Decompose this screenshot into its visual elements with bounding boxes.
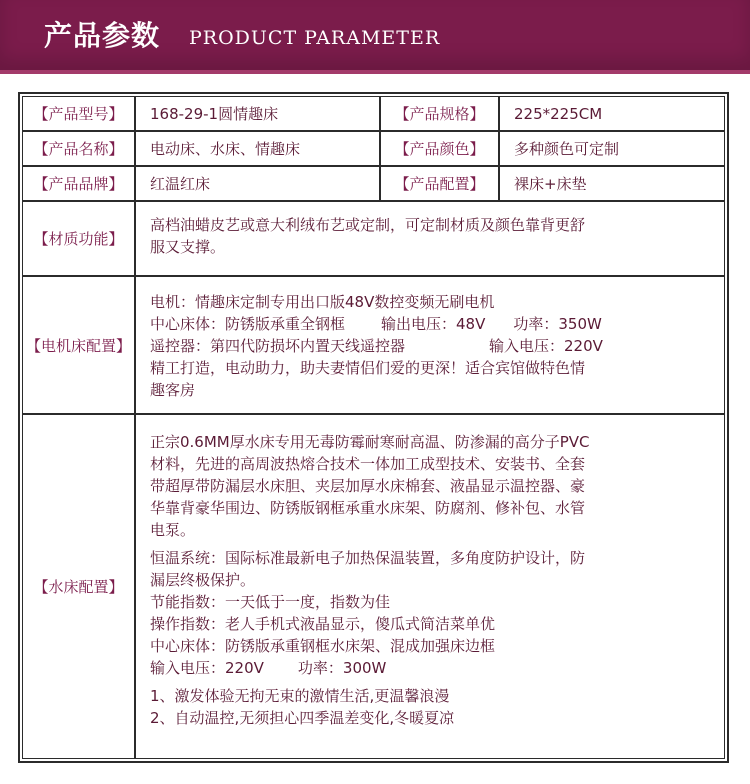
water-text [135,414,725,759]
motor-line: 精工打造，电动助力，助夫妻情侣们爱的更深！适合宾馆做特色情 [150,359,586,377]
water-line: 带超厚带防漏层水床胆、夹层加厚水床棉套、液晶显示温控器、豪 [150,477,586,495]
model-label: 【产品型号】 [22,96,135,131]
config-label: 【产品配置】 [380,166,499,201]
header-banner [0,0,750,74]
motor-text [135,276,725,414]
water-line: 节能指数：一天低于一度，指数为佳 [150,593,391,611]
material-line: 服又支撑。 [150,238,226,256]
motor-body: 中心床体：防锈版承重全钢框 [150,315,346,333]
color-value: 多种颜色可定制 [499,131,725,166]
color-label: 【产品颜色】 [380,131,499,166]
water-line: 操作指数：老人手机式液晶显示，傻瓜式简洁菜单优 [150,615,496,633]
water-power: 功率：300W [297,659,387,677]
motor-output-voltage: 输出电压：48V [381,315,486,333]
motor-remote: 遥控器：第四代防损坏内置天线遥控器 [150,337,406,355]
motor-line [150,335,710,357]
water-input-voltage: 输入电压：220V [150,659,264,677]
motor-line: 趣客房 [150,381,196,399]
brand-label: 【产品品牌】 [22,166,135,201]
water-line: 华靠背豪华围边、防锈版钢框承重水床架、防腐剂、修补包、水管 [150,499,586,517]
water-line: 漏层终极保护。 [150,571,256,589]
material-line: 高档油蜡皮艺或意大利绒布艺或定制，可定制材质及颜色靠背更舒 [150,216,586,234]
config-value: 裸床+床垫 [499,166,725,201]
page-title: 产品参数 [44,19,161,52]
brand-value: 红温红床 [135,166,380,201]
spec-label: 【产品规格】 [380,96,499,131]
name-label: 【产品名称】 [22,131,135,166]
page-subtitle: PRODUCT PARAMETER [189,27,441,49]
water-feature: 2、自动温控,无须担心四季温差变化,冬暖夏凉 [150,709,455,727]
motor-input-voltage: 输入电压：220V [489,337,603,355]
water-line: 材料，先进的高周波热熔合技术一体加工成型技术、安装书、全套 [150,455,586,473]
name-value: 电动床、水床、情趣床 [135,131,380,166]
water-line [150,657,710,679]
water-line: 中心床体：防锈版承重钢框水床架、混成加强床边框 [150,637,496,655]
water-line: 正宗0.6MM厚水床专用无毒防霉耐寒耐高温、防渗漏的高分子PVC [150,433,590,451]
motor-line [150,313,710,335]
spec-value: 225*225CM [499,96,725,131]
motor-line: 电机：情趣床定制专用出口版48V数控变频无刷电机 [150,293,495,311]
water-line: 恒温系统：国际标准最新电子加热保温装置，多角度防护设计，防 [150,549,586,567]
parameter-table [18,92,729,763]
material-text [135,201,725,276]
water-feature: 1、激发体验无拘无束的激情生活,更温馨浪漫 [150,687,450,705]
motor-power: 功率：350W [513,315,602,333]
motor-label: 【电机床配置】 [22,276,135,414]
material-label: 【材质功能】 [22,201,135,276]
water-label: 【水床配置】 [22,414,135,759]
water-line: 电泵。 [150,521,196,539]
model-value: 168-29-1圆情趣床 [135,96,380,131]
